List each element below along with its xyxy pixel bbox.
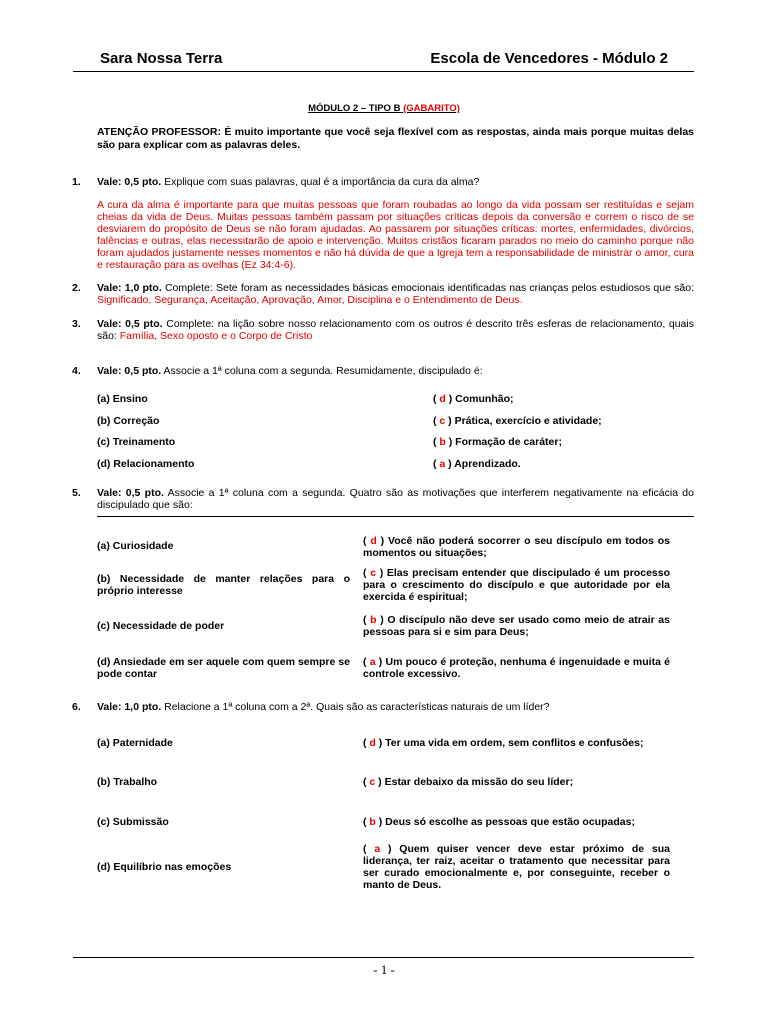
q6-answer-2: c (369, 776, 376, 788)
q4-answer-4: a (439, 458, 446, 470)
q5-left-d: (d) Ansiedade em ser aquele com quem sempre se pode contar (97, 656, 350, 680)
q5-number: 5. (72, 487, 81, 499)
q6-answer-1: d (369, 737, 376, 749)
q4-left-a: (a) Ensino (97, 393, 148, 405)
q6-right-4: ( a ) Quem quiser vencer deve estar próximo de sua liderança, ter raiz, aceitar o tratamento que necessitar para ser curado emocionalmente e, por conseguinte, receber o manto de Deus. (363, 843, 670, 891)
q4-left-b: (b) Correção (97, 415, 160, 427)
q5-value: Vale: 0,5 pto. (97, 487, 164, 499)
q2-answer: Significado, Segurança, Aceitação, Aprovação, Amor, Disciplina e o Entendimento de Deus. (97, 294, 523, 306)
q5-left-a: (a) Curiosidade (97, 540, 174, 552)
q5-answer-1: d (370, 535, 377, 547)
q6-question (97, 701, 694, 713)
q5-text: Associe a 1ª coluna com a segunda. Quatro são as motivações que interferem negativamente na eficácia do discipulado que são: (97, 487, 694, 511)
answer-key-label: (GABARITO) (403, 103, 460, 114)
q1-value: Vale: 0,5 pto. (97, 176, 162, 188)
q1-number: 1. (72, 176, 81, 188)
q2-text: Complete: Sete foram as necessidades básicas emocionais identificadas nas crianças pelos estudiosos que são: (161, 282, 694, 294)
q4-right-2: ( c ) Prática, exercício e atividade; (433, 415, 602, 427)
q6-value: Vale: 1,0 pto. (97, 701, 162, 713)
q5-right-4: ( a ) Um pouco é proteção, nenhuma é ingenuidade e muita é controle excessivo. (363, 656, 670, 680)
q5-right-3: ( b ) O discípulo não deve ser usado como meio de atrair as pessoas para si e sim para Deus; (363, 614, 670, 638)
q4-answer-1: d (439, 393, 446, 405)
footer-rule (73, 957, 694, 958)
q4-answer-3: b (439, 436, 446, 448)
q5-right-1: ( d ) Você não poderá socorrer o seu discípulo em todos os momentos ou situações; (363, 535, 670, 559)
q3-question (97, 318, 694, 342)
q4-question (97, 365, 694, 377)
q6-right-3: ( b ) Deus só escolhe as pessoas que estão ocupadas; (363, 816, 635, 828)
q6-number: 6. (72, 701, 81, 713)
page-number: - 1 - (373, 962, 395, 977)
q6-left-c: (c) Submissão (97, 816, 169, 828)
q3-answer: Família, Sexo oposto e o Corpo de Cristo (119, 330, 313, 342)
page-title (0, 103, 768, 114)
q5-left-b: (b) Necessidade de manter relações para o próprio interesse (97, 573, 350, 597)
q4-left-d: (d) Relacionamento (97, 458, 195, 470)
q1-text: Explique com suas palavras, qual é a importância da cura da alma? (161, 176, 480, 188)
q4-right-4: ( a ) Aprendizado. (433, 458, 521, 470)
q5-table-top-rule (97, 516, 694, 517)
q2-number: 2. (72, 282, 81, 294)
q1-question (97, 176, 694, 188)
q6-answer-3: b (369, 816, 376, 828)
q4-text: Associe a 1ª coluna com a segunda. Resumidamente, discipulado é: (161, 365, 483, 377)
q1-answer: A cura da alma é importante para que muitas pessoas que foram roubadas ao longo da vida possam ser restituídas e sejam cheias da vida de Deus. Muitas pessoas também passam por situações críticas depois da conversão e correm o risco de se desviarem do propósito de Deus se não foram ajudadas. Ao passarem por situações críticas: mortes, enfermidades, divórcios, falências e outras, elas necessitarão de apoio e intervenção. Muitos cristãos ficaram parados no meio do caminho porque não foram ajudados justamente nesses momentos e não há dúvida de que a Igreja tem a responsabilidade de ministrar o amor, cura e restauração para as ovelhas (Ez 34:4-6). (97, 199, 694, 271)
q3-text: Complete: na lição sobre nosso relacionamento com os outros é descrito três esferas de relacionamento, quais são: (97, 318, 694, 342)
q6-left-a: (a) Paternidade (97, 737, 173, 749)
q5-left-c: (c) Necessidade de poder (97, 620, 225, 632)
header-left: Sara Nossa Terra (100, 50, 223, 67)
q2-question (97, 282, 694, 306)
header-rule (73, 71, 694, 72)
q2-value: Vale: 1,0 pto. (97, 282, 162, 294)
q5-question (97, 487, 694, 511)
q6-right-2: ( c ) Estar debaixo da missão do seu líder; (363, 776, 574, 788)
q4-answer-2: c (439, 415, 446, 427)
q5-answer-4: a (369, 656, 376, 668)
q5-right-2: ( c ) Elas precisam entender que discipulado é um processo para o crescimento do discípulo e que autoridade por ela exercida é espiritual; (363, 567, 670, 603)
q5-answer-3: b (370, 614, 377, 626)
q4-number: 4. (72, 365, 81, 377)
q3-value: Vale: 0,5 pto. (97, 318, 163, 330)
header-right: Escola de Vencedores - Módulo 2 (430, 50, 668, 67)
q6-left-b: (b) Trabalho (97, 776, 158, 788)
q5-answer-2: c (370, 567, 377, 579)
q6-answer-4: a (374, 843, 381, 855)
q6-text: Relacione a 1ª coluna com a 2ª. Quais são as características naturais de um líder? (161, 701, 550, 713)
q6-left-d: (d) Equilíbrio nas emoções (97, 861, 232, 873)
teacher-notice: ATENÇÃO PROFESSOR: É muito importante que você seja flexível com as respostas, ainda mais porque muitas delas são para explicar com as palavras deles. (97, 126, 694, 151)
module-title: MÓDULO 2 – TIPO B (308, 103, 401, 114)
q4-left-c: (c) Treinamento (97, 436, 176, 448)
q3-number: 3. (72, 318, 81, 330)
q4-right-1: ( d ) Comunhão; (433, 393, 514, 405)
q4-value: Vale: 0,5 pto. (97, 365, 162, 377)
q6-right-1: ( d ) Ter uma vida em ordem, sem conflitos e confusões; (363, 737, 644, 749)
q4-right-3: ( b ) Formação de caráter; (433, 436, 562, 448)
